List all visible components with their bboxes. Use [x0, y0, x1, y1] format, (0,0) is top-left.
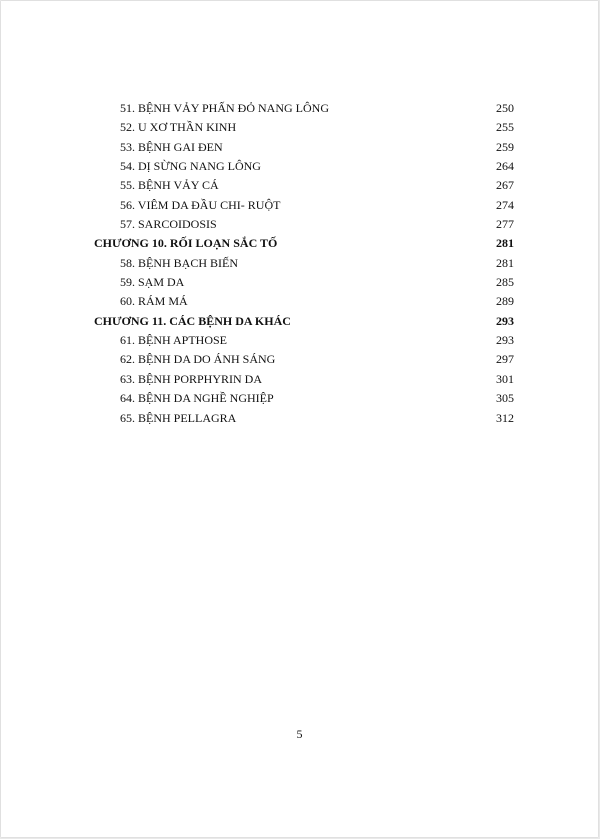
toc-chapter-title: CHƯƠNG 10. RỐI LOẠN SẮC TỐ — [94, 236, 278, 251]
toc-page-number: 281 — [496, 236, 514, 251]
table-of-contents — [94, 99, 516, 428]
toc-entry-row — [94, 176, 516, 195]
toc-entry-title: 61. BỆNH APTHOSE — [120, 333, 228, 348]
toc-entry-row — [94, 138, 516, 157]
toc-page-number: 264 — [496, 159, 514, 174]
toc-entry-row — [94, 389, 516, 408]
toc-entry-title: 51. BỆNH VẢY PHẤN ĐỎ NANG LÔNG — [120, 101, 329, 115]
toc-entry-title: 54. DỊ SỪNG NANG LÔNG — [120, 159, 261, 174]
toc-page-number: 293 — [496, 333, 514, 348]
toc-page-number: 277 — [496, 217, 514, 232]
toc-entry-row — [94, 196, 516, 215]
toc-entry-row — [94, 370, 516, 389]
toc-page-number: 255 — [496, 120, 514, 135]
toc-entry-title: 59. SẠM DA — [120, 275, 185, 290]
toc-page-number: 274 — [496, 197, 514, 212]
document-page — [1, 1, 598, 837]
toc-entry-title: 58. BỆNH BẠCH BIẾN — [120, 255, 239, 270]
toc-entry-row — [94, 273, 516, 292]
toc-entry-title: 55. BỆNH VẢY CÁ — [120, 178, 219, 193]
toc-page-number: 285 — [496, 275, 514, 290]
toc-chapter-title: CHƯƠNG 11. CÁC BỆNH DA KHÁC — [94, 313, 291, 328]
toc-page-number: 289 — [496, 294, 514, 309]
toc-entry-row — [94, 254, 516, 273]
toc-entry-row — [94, 99, 516, 118]
toc-page-number: 259 — [496, 139, 514, 154]
toc-entry-row — [94, 157, 516, 176]
toc-entry-row — [94, 292, 516, 311]
toc-entry-title: 52. U XƠ THẦN KINH — [120, 120, 237, 135]
toc-entry-title: 57. SARCOIDOSIS — [120, 217, 217, 232]
toc-chapter-row — [94, 312, 516, 331]
toc-page-number: 267 — [496, 178, 514, 193]
toc-page-number: 305 — [496, 391, 514, 406]
toc-entry-title: 65. BỆNH PELLAGRA — [120, 410, 237, 425]
toc-entry-title: 56. VIÊM DA ĐẦU CHI- RUỘT — [120, 197, 281, 212]
toc-page-number: 297 — [496, 352, 514, 367]
toc-entry-row — [94, 215, 516, 234]
toc-page-number: 250 — [496, 101, 514, 115]
toc-entry-row — [94, 118, 516, 137]
page-number: 5 — [296, 727, 303, 741]
toc-entry-title: 64. BỆNH DA NGHỀ NGHIỆP — [120, 391, 274, 406]
toc-chapter-row — [94, 234, 516, 253]
toc-entry-row — [94, 331, 516, 350]
toc-page-number: 293 — [496, 313, 514, 328]
toc-entry-title: 63. BỆNH PORPHYRIN DA — [120, 371, 263, 386]
toc-page-number: 301 — [496, 371, 514, 386]
toc-entry-title: 53. BỆNH GAI ĐEN — [120, 139, 223, 154]
toc-entry-title: 62. BỆNH DA DO ÁNH SÁNG — [120, 352, 276, 367]
toc-entry-row — [94, 409, 516, 428]
toc-page-number: 281 — [496, 255, 514, 270]
toc-entry-row — [94, 350, 516, 369]
toc-entry-title: 60. RÁM MÁ — [120, 294, 188, 309]
toc-page-number: 312 — [496, 410, 514, 425]
